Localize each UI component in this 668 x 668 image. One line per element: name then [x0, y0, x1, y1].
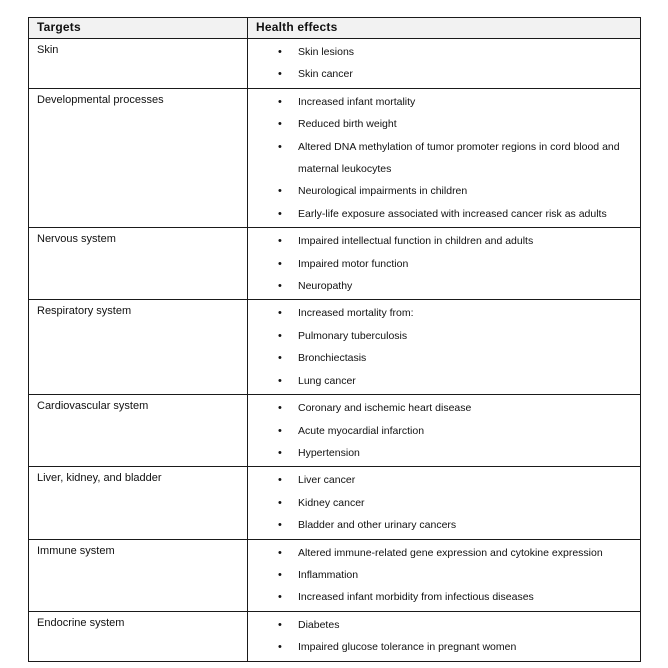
table-row	[29, 300, 641, 395]
bullet-icon: •	[278, 140, 282, 153]
bullet-icon: •	[278, 618, 282, 631]
effects-list	[278, 614, 632, 659]
table-row	[29, 228, 641, 300]
table-row	[29, 467, 641, 539]
effect-item	[278, 514, 632, 536]
bullet-icon: •	[278, 374, 282, 387]
effect-item	[278, 492, 632, 514]
effect-text: Bronchiectasis	[298, 352, 367, 365]
bullet-icon: •	[278, 280, 282, 293]
table-body	[29, 39, 641, 662]
effect-text: Bladder and other urinary cancers	[298, 519, 457, 532]
effect-item	[278, 542, 632, 564]
effect-text: Neurological impairments in children	[298, 185, 468, 198]
target-cell: Cardiovascular system	[29, 395, 248, 467]
effect-text: Neuropathy	[298, 280, 353, 293]
effect-item	[278, 347, 632, 369]
effect-text: Increased mortality from:	[298, 307, 414, 320]
effect-text: Impaired motor function	[298, 257, 409, 270]
effect-item	[278, 302, 632, 324]
column-header-targets: Targets	[29, 18, 248, 39]
table-header-row	[29, 18, 641, 39]
target-cell: Skin	[29, 39, 248, 89]
table-row	[29, 39, 641, 89]
bullet-icon: •	[278, 496, 282, 509]
effects-list	[278, 397, 632, 464]
target-cell: Immune system	[29, 539, 248, 611]
effect-item	[278, 253, 632, 275]
effects-list	[278, 230, 632, 297]
bullet-icon: •	[278, 329, 282, 342]
effect-item	[278, 180, 632, 202]
effect-text: Kidney cancer	[298, 496, 365, 509]
target-cell: Liver, kidney, and bladder	[29, 467, 248, 539]
effects-list	[278, 91, 632, 225]
effects-cell	[248, 395, 641, 467]
target-cell: Nervous system	[29, 228, 248, 300]
effects-list	[278, 469, 632, 536]
effect-item	[278, 230, 632, 252]
effect-item	[278, 63, 632, 85]
bullet-icon: •	[278, 352, 282, 365]
effect-text: Coronary and ischemic heart disease	[298, 402, 472, 415]
column-header-health-effects: Health effects	[248, 18, 641, 39]
bullet-icon: •	[278, 207, 282, 220]
effect-text: Early-life exposure associated with increased cancer risk as adults	[298, 207, 607, 220]
bullet-icon: •	[278, 257, 282, 270]
bullet-icon: •	[278, 568, 282, 581]
effect-item	[278, 275, 632, 297]
effects-cell	[248, 611, 641, 661]
effects-cell	[248, 300, 641, 395]
target-cell: Endocrine system	[29, 611, 248, 661]
bullet-icon: •	[278, 641, 282, 654]
effect-item	[278, 325, 632, 347]
effect-text: Hypertension	[298, 446, 360, 459]
table-row	[29, 395, 641, 467]
effect-text: Reduced birth weight	[298, 118, 397, 131]
bullet-icon: •	[278, 68, 282, 81]
bullet-icon: •	[278, 235, 282, 248]
bullet-icon: •	[278, 307, 282, 320]
effect-text: Impaired glucose tolerance in pregnant women	[298, 641, 517, 654]
table-row	[29, 539, 641, 611]
effect-item	[278, 370, 632, 392]
bullet-icon: •	[278, 446, 282, 459]
bullet-icon: •	[278, 185, 282, 198]
effects-cell	[248, 539, 641, 611]
bullet-icon: •	[278, 519, 282, 532]
effects-cell	[248, 467, 641, 539]
effect-text: Skin lesions	[298, 46, 355, 58]
effect-text: Acute myocardial infarction	[298, 424, 425, 437]
effect-text: Altered DNA methylation of tumor promoter regions in cord blood and maternal leukocytes	[298, 140, 620, 176]
effect-item	[278, 564, 632, 586]
effect-item	[278, 113, 632, 135]
bullet-icon: •	[278, 474, 282, 487]
effect-text: Diabetes	[298, 618, 340, 631]
effect-item	[278, 636, 632, 658]
bullet-icon: •	[278, 46, 282, 58]
effect-item	[278, 420, 632, 442]
effects-cell	[248, 88, 641, 227]
effect-text: Lung cancer	[298, 374, 356, 387]
table-row	[29, 611, 641, 661]
bullet-icon: •	[278, 424, 282, 437]
effect-item	[278, 41, 632, 63]
bullet-icon: •	[278, 591, 282, 604]
effect-text: Skin cancer	[298, 68, 353, 81]
effect-text: Altered immune-related gene expression and cytokine expression	[298, 546, 603, 559]
effects-list	[278, 542, 632, 609]
effect-text: Pulmonary tuberculosis	[298, 329, 408, 342]
effect-item	[278, 136, 632, 181]
effect-item	[278, 442, 632, 464]
effect-text: Increased infant morbidity from infectious diseases	[298, 591, 534, 604]
effect-text: Inflammation	[298, 568, 359, 581]
effects-list	[278, 302, 632, 392]
table-row	[29, 88, 641, 227]
target-cell: Developmental processes	[29, 88, 248, 227]
bullet-icon: •	[278, 118, 282, 131]
effect-item	[278, 91, 632, 113]
target-cell: Respiratory system	[29, 300, 248, 395]
effect-text: Liver cancer	[298, 474, 356, 487]
effect-text: Impaired intellectual function in children and adults	[298, 235, 534, 248]
effect-item	[278, 469, 632, 491]
effects-cell	[248, 228, 641, 300]
effect-item	[278, 203, 632, 225]
targets-health-effects-table	[28, 17, 641, 662]
bullet-icon: •	[278, 546, 282, 559]
effect-item	[278, 586, 632, 608]
effects-list	[278, 41, 632, 86]
effects-cell	[248, 39, 641, 89]
bullet-icon: •	[278, 402, 282, 415]
effect-item	[278, 397, 632, 419]
effect-text: Increased infant mortality	[298, 95, 416, 108]
bullet-icon: •	[278, 95, 282, 108]
effect-item	[278, 614, 632, 636]
